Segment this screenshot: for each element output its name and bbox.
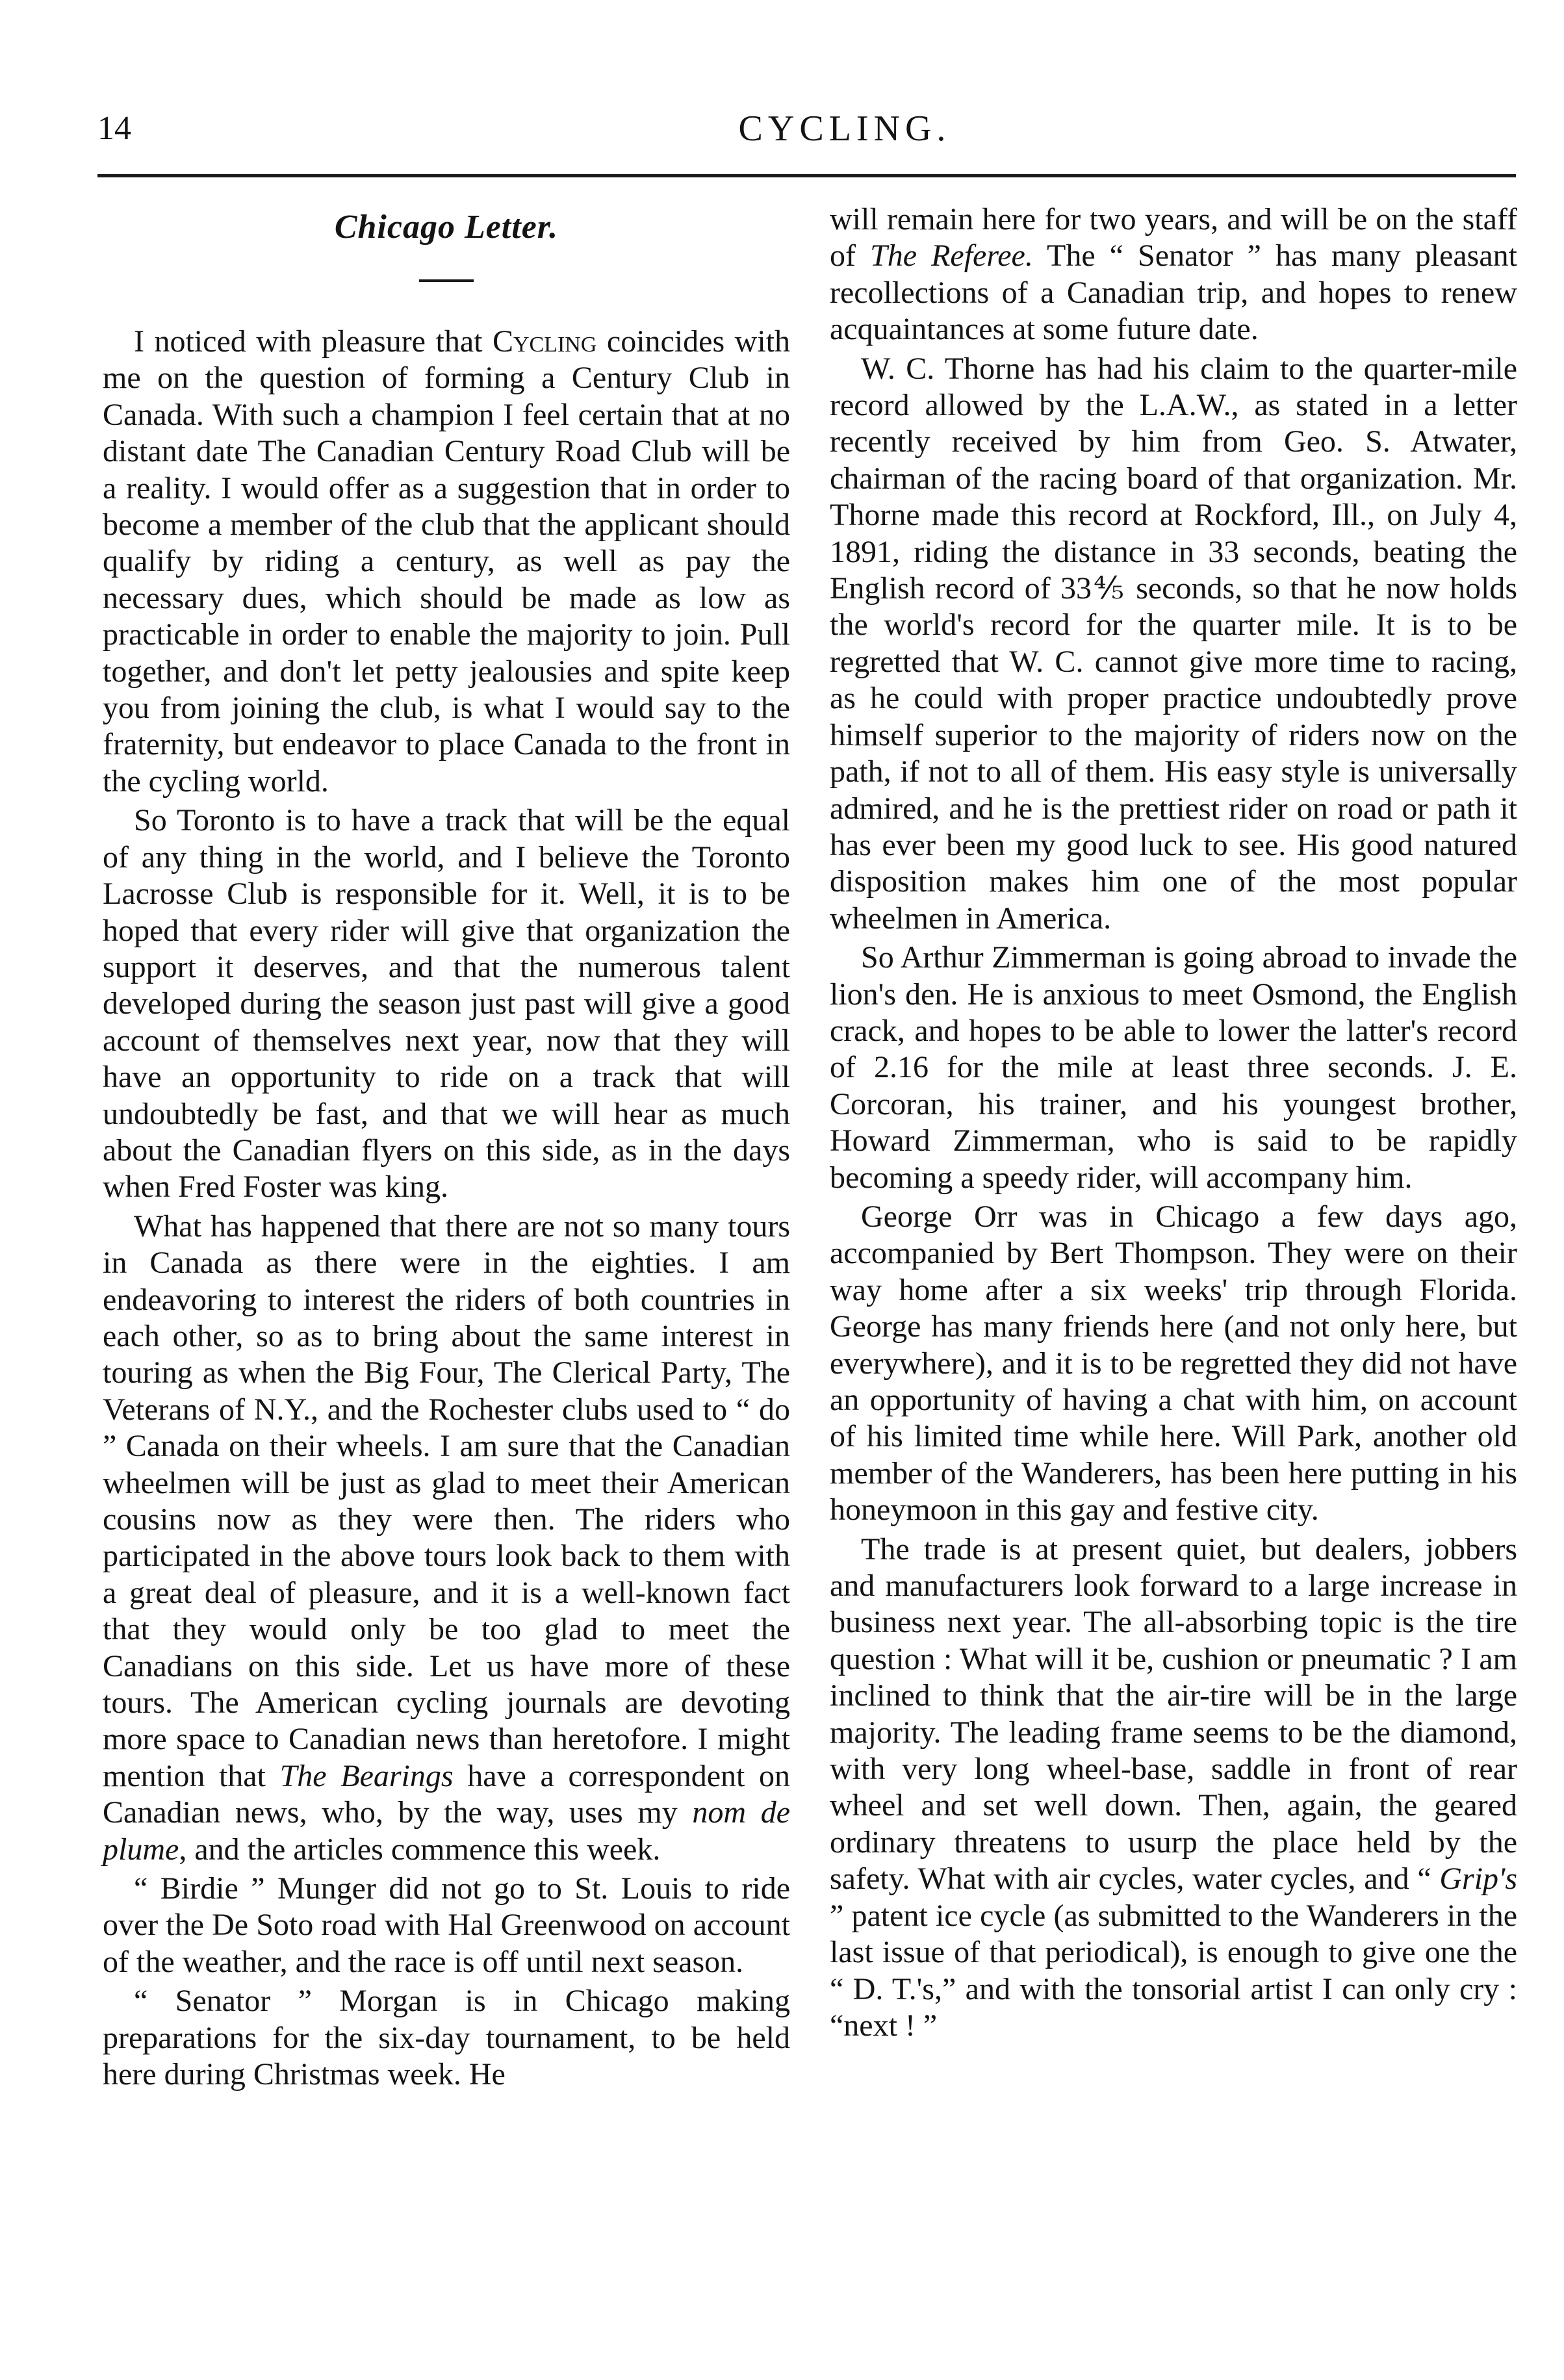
paragraph-text: What has happened that there are not so many tours in Canada as there were in the eighties. I am endeavoring to interest the riders of both countries in each other, so as to bring about the same interest in touring as when the Big Four, The Clerical Party, The Veterans of N.Y., and the Rochester clubs used to “ do ” Canada on their wheels. I am sure that the Canadian wheelmen will be just as glad to meet their American cousins now as they were then. The riders who participated in the above tours look back to them with a great deal of pleasure, and it is a well-known fact that they would only be too glad to meet the Canadians on this side. Let us have more of these tours. The American cycling journals are devoting more space to Canadian news than heretofore. I might mention that (103, 1209, 790, 1793)
paragraph (103, 802, 790, 1205)
paragraph-text: will remain here for two years, and will be on the staff of (830, 202, 1517, 274)
right-column (830, 201, 1517, 2044)
paragraph-text: So Toronto is to have a track that will be the equal of any thing in the world, and I believe the Toronto Lacrosse Club is responsible for it. Well, it is to be hoped that every rider will give that organization the support it deserves, and that the numerous talent developed during the season just past will give a good account of themselves next year, now that they will have an opportunity to ride on a track that will undoubtedly be fast, and that we will hear as much about the Canadian flyers on this side, as in the days when Fred Foster was king. (103, 803, 790, 1205)
paragraph (830, 351, 1517, 938)
paragraph (830, 940, 1517, 1196)
paragraph-text: “ Birdie ” Munger did not go to St. Louis to ride over the De Soto road with Hal Greenwood on account of the weather, and the race is off until next season. (103, 1871, 790, 1979)
title-rule (419, 279, 474, 282)
paragraph (103, 324, 790, 800)
paragraph-text: , and the articles commence this week. (179, 1832, 661, 1867)
paragraph-text: I noticed with pleasure that (134, 324, 493, 359)
paragraph-text: ” patent ice cycle (as submitted to the Wanderers in the last issue of that periodical), is enough to give one the “ D. T.'s,” and with the tonsorial artist I can only cry : “next ! ” (830, 1898, 1517, 2043)
paragraph-text: So Arthur Zimmerman is going abroad to invade the lion's den. He is anxious to meet Osmond, the English crack, and hopes to be able to lower the latter's record of 2.16 for the mile at least three seconds. J. E. Corcoran, his trainer, and his youngest brother, Howard Zimmerman, who is said to be rapidly becoming a speedy rider, will accompany him. (830, 940, 1517, 1195)
header-rule (97, 174, 1516, 177)
article-title: Chicago Letter. (334, 209, 559, 246)
paragraph (103, 1209, 790, 1868)
paragraph (103, 1983, 790, 2093)
small-caps-text: Cycling (492, 324, 597, 359)
left-column (103, 201, 790, 2093)
paragraph-text: The “ Senator ” has many pleasant recollections of a Canadian trip, and hopes to renew acquaintances at some future date. (830, 238, 1517, 347)
italic-text: Grip's (1439, 1862, 1517, 1897)
paragraph-text: have a correspondent on Canadian news, who, by the way, uses my (103, 1758, 790, 1830)
running-head: CYCLING. (738, 109, 951, 149)
paragraph-text: George Orr was in Chicago a few days ago, accompanied by Bert Thompson. They were on their way home after a six weeks' trip through Florida. George has many friends here (and not only here, but everywhere), and it is to be regretted they did not have an opportunity of having a chat with him, on account of his limited time while here. Will Park, another old member of the Wanderers, has been here putting in his honeymoon in this gay and festive city. (830, 1199, 1517, 1528)
paragraph (830, 201, 1517, 348)
italic-text: nom de plume (103, 1795, 791, 1867)
paragraph-text: W. C. Thorne has had his claim to the quarter-mile record allowed by the L.A.W., as stated in a letter recently received by him from Geo. S. Atwater, chairman of the racing board of that organization. Mr. Thorne made this record at Rockford, Ill., on July 4, 1891, riding the distance in 33 seconds, beating the English record of 33⅘ seconds, so that he now holds the world's record for the quarter mile. It is to be regretted that W. C. cannot give more time to racing, as he could with proper practice undoubtedly prove himself superior to the majority of riders now on the path, if not to all of them. His easy style is universally admired, and he is the prettiest rider on road or path it has ever been my good luck to see. His good natured disposition makes him one of the most popular wheelmen in America. (830, 351, 1517, 936)
paragraph-text: coincides with me on the question of forming a Century Club in Canada. With such a champion I feel certain that at no distant date The Canadian Century Road Club will be a reality. I would offer as a suggestion that in order to become a member of the club that the applicant should qualify by riding a century, as well as pay the necessary dues, which should be made as low as practicable in order to enable the majority to join. Pull together, and don't let petty jealousies and spite keep you from joining the club, is what I would say to the fraternity, but endeavor to place Canada to the front in the cycling world. (103, 324, 790, 799)
paragraph (830, 1531, 1517, 2045)
italic-text: The Bearings (279, 1758, 454, 1793)
paragraph-text: “ Senator ” Morgan is in Chicago making preparations for the six-day tournament, to be held here during Christmas week. He (103, 1984, 790, 2092)
paragraph (103, 1871, 790, 1980)
paragraph-text: The trade is at present quiet, but dealers, jobbers and manufacturers look forward to a large increase in business next year. The all-absorbing topic is the tire question : What will it be, cushion or pneumatic ? I am inclined to think that the air-tire will be in the large majority. The leading frame seems to be the diamond, with very long wheel-base, saddle in front of rear wheel and set well down. Then, again, the geared ordinary threatens to usurp the place held by the safety. What with air cycles, water cycles, and “ (830, 1531, 1517, 1897)
paragraph (830, 1199, 1517, 1529)
italic-text: The Referee. (870, 238, 1033, 274)
page-number: 14 (97, 110, 131, 147)
